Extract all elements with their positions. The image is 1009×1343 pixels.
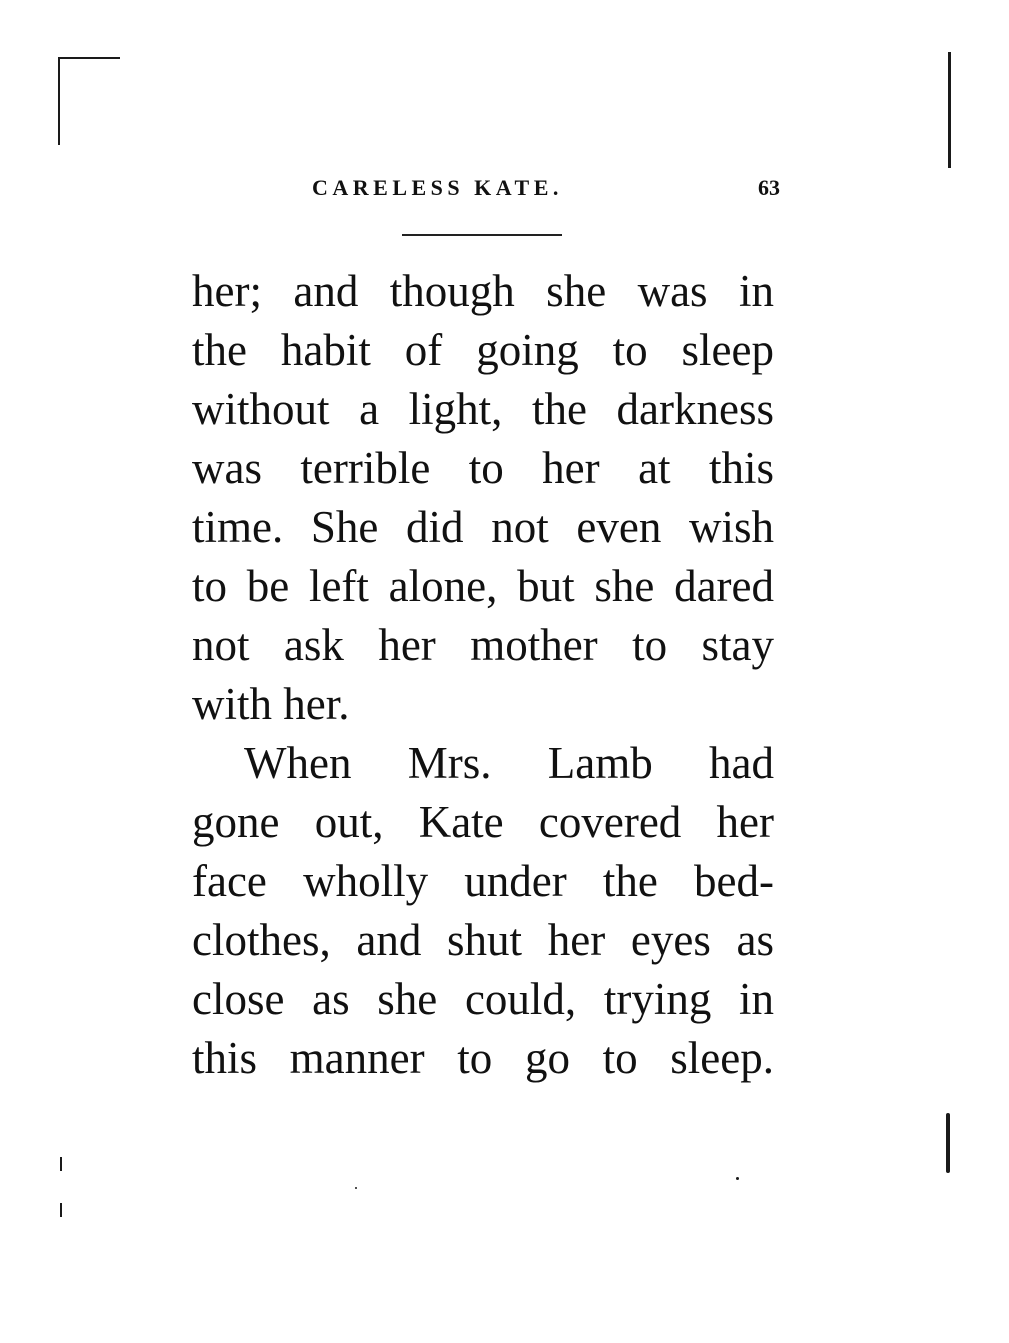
text-line: her; and though she was in [192, 266, 774, 316]
text-line: was terrible to her at this [192, 443, 774, 493]
running-title: CARELESS KATE. [312, 175, 563, 200]
text-line: without a light, the darkness [192, 384, 774, 434]
scan-edge-mark-bottom-left [60, 1157, 62, 1171]
scan-corner-rule-top [58, 57, 120, 59]
running-head [312, 176, 832, 206]
text-line: face wholly under the bed- [192, 856, 774, 906]
header-rule [402, 234, 562, 236]
text-line: gone out, Kate covered her [192, 797, 774, 847]
scan-edge-rule-right [948, 52, 951, 168]
scan-edge-mark-bottom-left-2 [60, 1203, 62, 1217]
text-line: with her. [192, 679, 350, 729]
text-line: not ask her mother to stay [192, 620, 774, 670]
scan-speck [736, 1177, 739, 1180]
text-line: the habit of going to sleep [192, 325, 774, 375]
page-number: 63 [758, 175, 780, 200]
text-line: this manner to go to sleep. [192, 1033, 774, 1083]
scan-edge-mark-bottom-right [946, 1113, 950, 1173]
text-line: to be left alone, but she dared [192, 561, 774, 611]
text-line: time. She did not even wish [192, 502, 774, 552]
text-line: clothes, and shut her eyes as [192, 915, 774, 965]
scan-speck [355, 1187, 357, 1189]
text-line: When Mrs. Lamb had [244, 738, 774, 788]
body-text [192, 262, 774, 1088]
scan-corner-rule-left [58, 57, 60, 145]
text-line: close as she could, trying in [192, 974, 774, 1024]
